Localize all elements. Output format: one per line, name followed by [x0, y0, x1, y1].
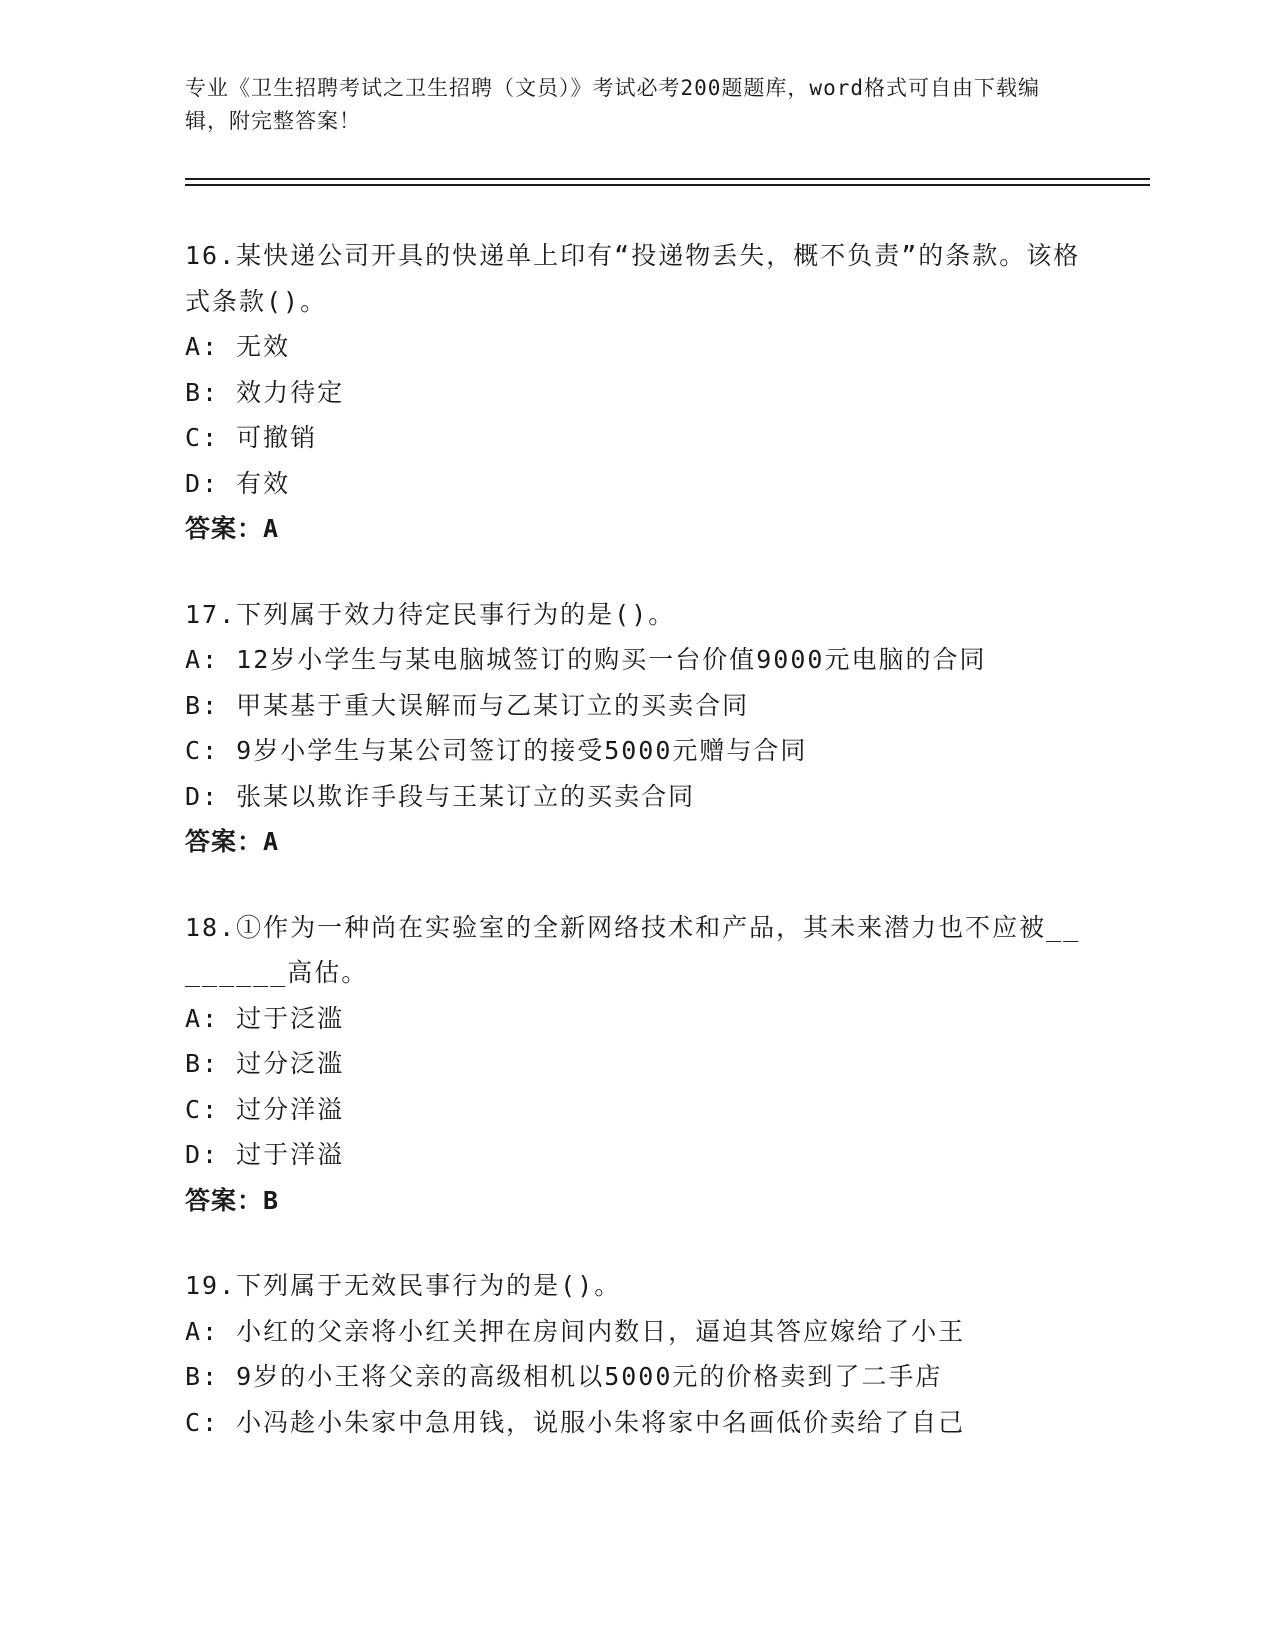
option-a: A: 小红的父亲将小红关押在房间内数日，逼迫其答应嫁给了小王	[185, 1316, 966, 1346]
question-stem: 19.下列属于无效民事行为的是()。	[185, 1271, 622, 1300]
header-divider-bottom	[185, 184, 1150, 186]
option-c: C: 过分洋溢	[185, 1094, 345, 1124]
option-b: B: 过分泛滥	[185, 1049, 345, 1078]
answer: 答案：A	[185, 827, 280, 856]
document-header: 专业《卫生招聘考试之卫生招聘（文员）》考试必考200题题库，word格式可自由下载编辑，附完整答案！	[185, 76, 1040, 133]
question-18	[185, 905, 1085, 1224]
option-b: B: 9岁的小王将父亲的高级相机以5000元的价格卖到了二手店	[185, 1362, 943, 1391]
option-b: B: 甲某基于重大误解而与乙某订立的买卖合同	[185, 690, 750, 720]
option-b: B: 效力待定	[185, 377, 345, 407]
question-16	[185, 233, 1085, 552]
option-d: D: 过于洋溢	[185, 1140, 345, 1169]
option-c: C: 可撤销	[185, 423, 318, 452]
option-c: C: 小冯趁小朱家中急用钱，说服小朱将家中名画低价卖给了自己	[185, 1407, 966, 1437]
option-a: A: 12岁小学生与某电脑城签订的购买一台价值9000元电脑的合同	[185, 645, 987, 674]
question-stem: 16.某快递公司开具的快递单上印有“投递物丢失，概不负责”的条款。该格式条款()。	[185, 241, 1081, 316]
question-stem: 17.下列属于效力待定民事行为的是()。	[185, 599, 676, 629]
question-stem: 18.①作为一种尚在实验室的全新网络技术和产品，其未来潜力也不应被________高估。	[185, 912, 1081, 987]
option-a: A: 过于泛滥	[185, 1003, 345, 1033]
option-d: D: 有效	[185, 468, 291, 498]
option-a: A: 无效	[185, 332, 291, 361]
header-divider-top	[185, 178, 1150, 180]
answer: 答案：B	[185, 1185, 280, 1215]
answer: 答案：A	[185, 514, 280, 543]
option-d: D: 张某以欺诈手段与王某订立的买卖合同	[185, 781, 696, 811]
option-c: C: 9岁小学生与某公司签订的接受5000元赠与合同	[185, 736, 808, 765]
question-19	[185, 1263, 1085, 1445]
question-17	[185, 592, 1085, 865]
question-list	[185, 233, 1085, 1485]
